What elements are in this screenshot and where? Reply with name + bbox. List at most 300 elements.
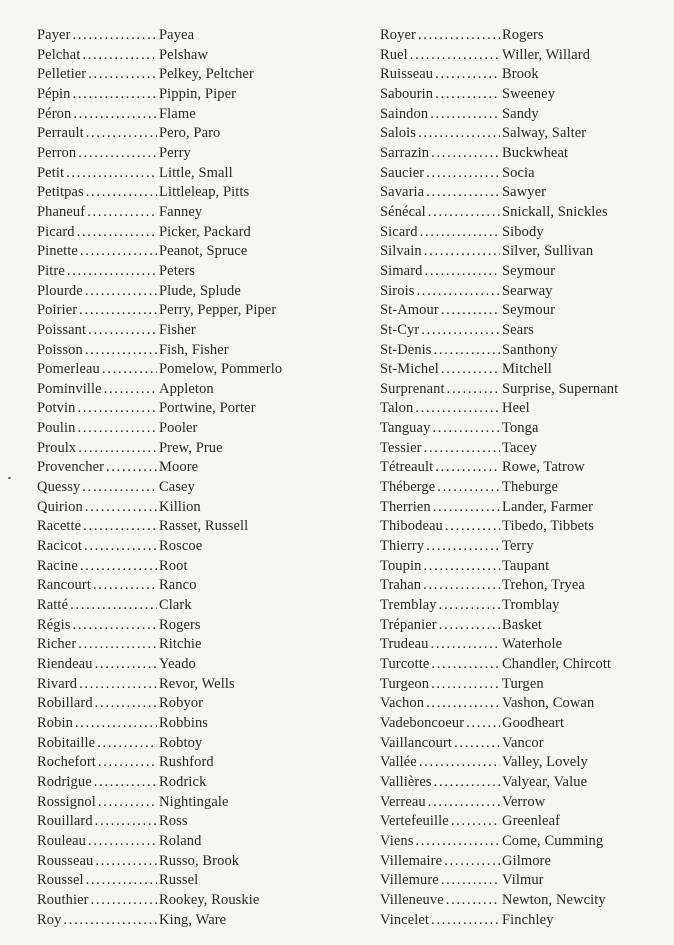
french-surname: Ruisseau (380, 66, 434, 83)
english-equivalent: Rasset, Russell (159, 518, 249, 535)
french-surname: Villemure (380, 872, 439, 889)
surname-with-leader (380, 65, 501, 85)
surname-with-leader (37, 105, 158, 125)
list-item (37, 419, 331, 439)
english-equivalent: Mitchell (502, 361, 552, 378)
surname-with-leader (37, 85, 158, 105)
french-surname: Quirion (37, 498, 83, 515)
surname-column-left (37, 26, 331, 945)
english-equivalent: Moore (159, 459, 199, 476)
french-surname: Robin (37, 714, 73, 731)
list-item (37, 85, 331, 105)
dot-leader (94, 773, 157, 793)
list-item (380, 105, 674, 125)
dot-leader (434, 341, 500, 361)
list-item (37, 537, 331, 557)
list-item (380, 832, 674, 852)
dot-leader (82, 46, 157, 66)
french-surname: Richer (37, 636, 77, 653)
english-equivalent: Tibedo, Tibbets (502, 518, 595, 535)
list-item (380, 773, 674, 793)
surname-with-leader (380, 498, 501, 518)
english-equivalent: Silver, Sullivan (502, 243, 594, 260)
english-equivalent: Rogers (159, 616, 201, 633)
surname-with-leader (37, 65, 158, 85)
english-equivalent: Peanot, Spruce (159, 243, 248, 260)
list-item (37, 753, 331, 773)
dot-leader (421, 321, 500, 341)
list-item (380, 301, 674, 321)
dot-leader (77, 399, 157, 419)
english-equivalent: Flame (159, 105, 196, 122)
surname-with-leader (380, 852, 501, 872)
dot-leader (425, 262, 501, 282)
dot-leader (441, 360, 500, 380)
dot-leader (428, 793, 500, 813)
list-item (380, 478, 674, 498)
surname-with-leader (380, 655, 501, 675)
surname-with-leader (380, 301, 501, 321)
surname-with-leader (380, 105, 501, 125)
dot-leader (424, 242, 500, 262)
list-item (37, 105, 331, 125)
dot-leader (88, 321, 157, 341)
dot-leader (86, 124, 157, 144)
french-surname: St-Amour (380, 302, 439, 319)
surname-with-leader (380, 871, 501, 891)
list-item (37, 596, 331, 616)
french-surname: St-Cyr (380, 321, 420, 338)
dot-leader (73, 26, 157, 46)
list-item (380, 164, 674, 184)
list-item (380, 635, 674, 655)
list-item (37, 242, 331, 262)
list-item (380, 65, 674, 85)
surname-with-leader (37, 793, 158, 813)
english-equivalent: Valyear, Value (502, 773, 588, 790)
dot-leader (435, 85, 500, 105)
french-surname: Saucier (380, 164, 425, 181)
english-equivalent: Socia (502, 164, 535, 181)
dot-leader (97, 734, 157, 754)
surname-with-leader (37, 675, 158, 695)
english-equivalent: Willer, Willard (502, 46, 591, 63)
english-equivalent: Snickall, Snickles (502, 203, 608, 220)
english-equivalent: Rodrick (159, 773, 207, 790)
english-equivalent: Pero, Paro (159, 125, 221, 142)
list-item (380, 439, 674, 459)
list-item (380, 694, 674, 714)
french-surname: Sarrazin (380, 144, 430, 161)
list-item (380, 282, 674, 302)
surname-with-leader (37, 498, 158, 518)
list-item (37, 498, 331, 518)
list-item (37, 576, 331, 596)
dot-leader (428, 203, 500, 223)
french-surname: Robitaille (37, 734, 96, 751)
surname-with-leader (37, 321, 158, 341)
english-equivalent: Sibody (502, 223, 544, 240)
french-surname: Rivard (37, 675, 78, 692)
surname-with-leader (380, 734, 501, 754)
dot-leader (430, 105, 500, 125)
french-surname: Thibodeau (380, 518, 443, 535)
list-item (380, 399, 674, 419)
french-surname: Vaillancourt (380, 734, 453, 751)
french-surname: Pinette (37, 243, 78, 260)
french-surname: Sénécal (380, 203, 426, 220)
french-surname: Riendeau (37, 656, 93, 672)
french-surname: Tremblay (380, 597, 437, 614)
surname-with-leader (380, 85, 501, 105)
french-surname: Turgeon (380, 675, 430, 692)
dot-leader (435, 458, 500, 478)
french-surname: Rouillard (37, 813, 93, 830)
english-equivalent: Tonga (502, 420, 539, 437)
dot-leader (447, 380, 500, 400)
french-surname: Petitpas (37, 184, 84, 201)
list-item (37, 714, 331, 734)
french-surname: Salois (380, 125, 417, 142)
dot-leader (418, 26, 500, 46)
english-equivalent: Vancor (502, 734, 544, 751)
english-equivalent: Sandy (502, 105, 539, 122)
list-item (380, 576, 674, 596)
english-equivalent: Yeado (159, 656, 196, 672)
dot-leader (419, 753, 500, 773)
list-item (37, 517, 331, 537)
list-item (380, 852, 674, 872)
english-equivalent: Heel (502, 400, 530, 417)
dot-leader (437, 478, 500, 498)
surname-with-leader (380, 380, 501, 400)
english-equivalent: Ranco (159, 577, 197, 594)
surname-with-leader (37, 911, 158, 931)
surname-column-right (380, 26, 674, 945)
surname-with-leader (380, 439, 501, 459)
dot-leader (454, 734, 500, 754)
list-item (380, 498, 674, 518)
french-surname: Tessier (380, 439, 422, 456)
english-equivalent: Waterhole (502, 636, 563, 653)
list-item (37, 46, 331, 66)
english-equivalent: King, Ware (159, 911, 227, 928)
english-equivalent: Little, Small (159, 164, 233, 181)
french-surname: Petit (37, 164, 65, 181)
list-item (380, 734, 674, 754)
dot-leader (423, 557, 500, 577)
surname-with-leader (37, 616, 158, 636)
dot-leader (466, 714, 500, 734)
list-item (380, 458, 674, 478)
surname-with-leader (37, 419, 158, 439)
surname-with-leader (37, 124, 158, 144)
french-surname: Quessy (37, 479, 81, 496)
surname-with-leader (37, 144, 158, 164)
french-surname: Pépin (37, 85, 71, 102)
english-equivalent: Ritchie (159, 636, 202, 653)
surname-with-leader (37, 871, 158, 891)
english-equivalent: Sweeney (502, 85, 556, 102)
surname-with-leader (380, 557, 501, 577)
french-surname: Pominville (37, 380, 102, 397)
dot-leader (67, 262, 157, 282)
english-equivalent: Perry (159, 144, 191, 161)
english-equivalent: Revor, Wells (159, 675, 235, 692)
english-equivalent: Pelshaw (159, 46, 209, 63)
surname-with-leader (37, 360, 158, 380)
dot-leader (415, 832, 500, 852)
surname-with-leader (380, 321, 501, 341)
surname-with-leader (37, 694, 158, 714)
french-surname: Rousseau (37, 852, 94, 869)
french-surname: Simard (380, 262, 423, 279)
english-equivalent: Sears (502, 321, 534, 338)
french-surname: Poulin (37, 420, 76, 437)
french-surname: Surprenant (380, 380, 445, 397)
english-equivalent: Rowe, Tatrow (502, 459, 585, 476)
dot-leader (441, 871, 500, 891)
list-item (380, 262, 674, 282)
french-surname: Vadeboncoeur (380, 714, 465, 731)
list-item (37, 911, 331, 931)
english-equivalent: Chandler, Chircott (502, 656, 612, 672)
english-equivalent: Casey (159, 479, 195, 496)
list-item (380, 517, 674, 537)
list-item (380, 616, 674, 636)
english-equivalent: Finchley (502, 911, 554, 928)
english-equivalent: Trehon, Tryea (502, 577, 585, 594)
dot-leader (435, 65, 500, 85)
dot-leader (80, 557, 157, 577)
english-equivalent: Robbins (159, 714, 209, 731)
english-equivalent: Roscoe (159, 538, 203, 555)
dot-leader (66, 164, 157, 184)
english-equivalent: Terry (502, 538, 534, 555)
list-item (380, 321, 674, 341)
surname-with-leader (380, 675, 501, 695)
french-surname: St-Denis (380, 341, 432, 358)
list-item (380, 714, 674, 734)
surname-with-leader (37, 714, 158, 734)
list-item (380, 753, 674, 773)
french-surname: Ruel (380, 46, 408, 63)
english-equivalent: Tacey (502, 439, 537, 456)
list-item (380, 360, 674, 380)
surname-with-leader (37, 832, 158, 852)
french-surname: St-Michel (380, 361, 439, 378)
french-surname: Rodrigue (37, 773, 92, 790)
list-item (37, 26, 331, 46)
dot-leader (106, 458, 157, 478)
list-item (37, 203, 331, 223)
surname-with-leader (37, 242, 158, 262)
english-equivalent: Rushford (159, 754, 214, 771)
surname-with-leader (37, 537, 158, 557)
list-item (380, 242, 674, 262)
surname-with-leader (37, 439, 158, 459)
english-equivalent: Pippin, Piper (159, 85, 237, 102)
french-surname: Thierry (380, 538, 425, 555)
dot-leader (439, 596, 500, 616)
list-item (37, 223, 331, 243)
french-surname: Viens (380, 832, 414, 849)
english-equivalent: Nightingale (159, 793, 229, 810)
english-equivalent: Come, Cumming (502, 832, 604, 849)
dot-leader (95, 812, 157, 832)
dot-leader (79, 675, 157, 695)
french-surname: Sicard (380, 223, 418, 240)
surname-with-leader (380, 223, 501, 243)
dot-leader (85, 341, 157, 361)
list-item (380, 911, 674, 931)
surname-with-leader (380, 911, 501, 931)
french-surname: Verreau (380, 793, 426, 810)
dot-leader (104, 380, 157, 400)
dot-leader (77, 419, 157, 439)
list-item (37, 262, 331, 282)
french-surname: Sabourin (380, 85, 434, 102)
english-equivalent: Valley, Lovely (502, 754, 588, 771)
list-item (380, 871, 674, 891)
list-item (37, 439, 331, 459)
dot-leader (88, 65, 157, 85)
french-surname: Théberge (380, 479, 436, 496)
list-item (380, 341, 674, 361)
french-surname: Pelletier (37, 66, 87, 83)
french-surname: Rochefort (37, 754, 96, 771)
dot-leader (77, 223, 157, 243)
english-equivalent: Appleton (159, 380, 214, 397)
surname-with-leader (37, 301, 158, 321)
english-equivalent: Seymour (502, 262, 556, 279)
dot-leader (85, 282, 157, 302)
english-equivalent: Rogers (502, 27, 544, 43)
french-surname: Toupin (380, 557, 422, 574)
list-item (37, 183, 331, 203)
french-surname: Rancourt (37, 577, 91, 594)
list-item (380, 203, 674, 223)
surname-with-leader (37, 203, 158, 223)
french-surname: Pelchat (37, 46, 81, 63)
list-item (37, 852, 331, 872)
list-item (380, 557, 674, 577)
list-item (37, 65, 331, 85)
surname-with-leader (380, 635, 501, 655)
list-item (37, 380, 331, 400)
dot-leader (426, 694, 500, 714)
dot-leader (426, 537, 500, 557)
surname-with-leader (380, 183, 501, 203)
french-surname: Pomerleau (37, 361, 100, 378)
english-equivalent: Fanney (159, 203, 203, 220)
list-item (380, 812, 674, 832)
dot-leader (78, 144, 157, 164)
english-equivalent: Theburge (502, 479, 559, 496)
surname-with-leader (37, 635, 158, 655)
french-surname: Racette (37, 518, 82, 535)
french-surname: Sirois (380, 282, 415, 299)
dot-leader (415, 399, 500, 419)
list-item (380, 596, 674, 616)
french-surname: Villemaire (380, 852, 443, 869)
surname-with-leader (380, 458, 501, 478)
list-item (380, 85, 674, 105)
english-equivalent: Russo, Brook (159, 852, 240, 869)
surname-with-leader (380, 812, 501, 832)
dot-leader (446, 891, 500, 911)
list-item (37, 282, 331, 302)
dot-leader (88, 832, 157, 852)
surname-with-leader (37, 773, 158, 793)
dot-leader (410, 46, 500, 66)
surname-with-leader (380, 596, 501, 616)
dot-leader (451, 812, 500, 832)
french-surname: Trahan (380, 577, 422, 594)
dot-leader (78, 439, 157, 459)
english-equivalent: Surprise, Supernant (502, 380, 619, 397)
surname-with-leader (37, 458, 158, 478)
dot-leader (85, 498, 157, 518)
french-surname: Poisson (37, 341, 83, 358)
list-item (37, 635, 331, 655)
list-item (380, 891, 674, 911)
dot-leader (80, 242, 157, 262)
dot-leader (431, 655, 500, 675)
list-item (37, 557, 331, 577)
list-item (37, 341, 331, 361)
list-item (37, 321, 331, 341)
french-surname: Payer (37, 27, 71, 43)
french-surname: Provencher (37, 459, 105, 476)
english-equivalent: Salway, Salter (502, 125, 587, 142)
list-item (37, 832, 331, 852)
english-equivalent: Gilmore (502, 852, 552, 869)
surname-with-leader (380, 419, 501, 439)
dot-leader (426, 183, 500, 203)
surname-with-leader (37, 753, 158, 773)
surname-with-leader (380, 124, 501, 144)
surname-with-leader (380, 517, 501, 537)
surname-with-leader (37, 478, 158, 498)
french-surname: Racine (37, 557, 78, 574)
french-surname: Vincelet (380, 911, 430, 928)
french-surname: Rouleau (37, 832, 87, 849)
list-item (37, 871, 331, 891)
french-surname: Plourde (37, 282, 83, 299)
english-equivalent: Portwine, Porter (159, 400, 256, 417)
list-item (37, 793, 331, 813)
surname-with-leader (380, 399, 501, 419)
english-equivalent: Robtoy (159, 734, 203, 751)
dot-leader (102, 360, 157, 380)
french-surname: Proulx (37, 439, 77, 456)
dot-leader (432, 419, 500, 439)
surname-with-leader (37, 891, 158, 911)
list-item (380, 675, 674, 695)
dot-leader (91, 891, 157, 911)
surname-with-leader (380, 478, 501, 498)
dot-leader (439, 616, 500, 636)
dot-leader (416, 282, 500, 302)
surname-with-leader (37, 596, 158, 616)
surname-with-leader (380, 360, 501, 380)
list-item (37, 124, 331, 144)
french-surname: Picard (37, 223, 75, 240)
list-item (37, 655, 331, 675)
surname-with-leader (380, 26, 501, 46)
dot-leader (418, 124, 500, 144)
